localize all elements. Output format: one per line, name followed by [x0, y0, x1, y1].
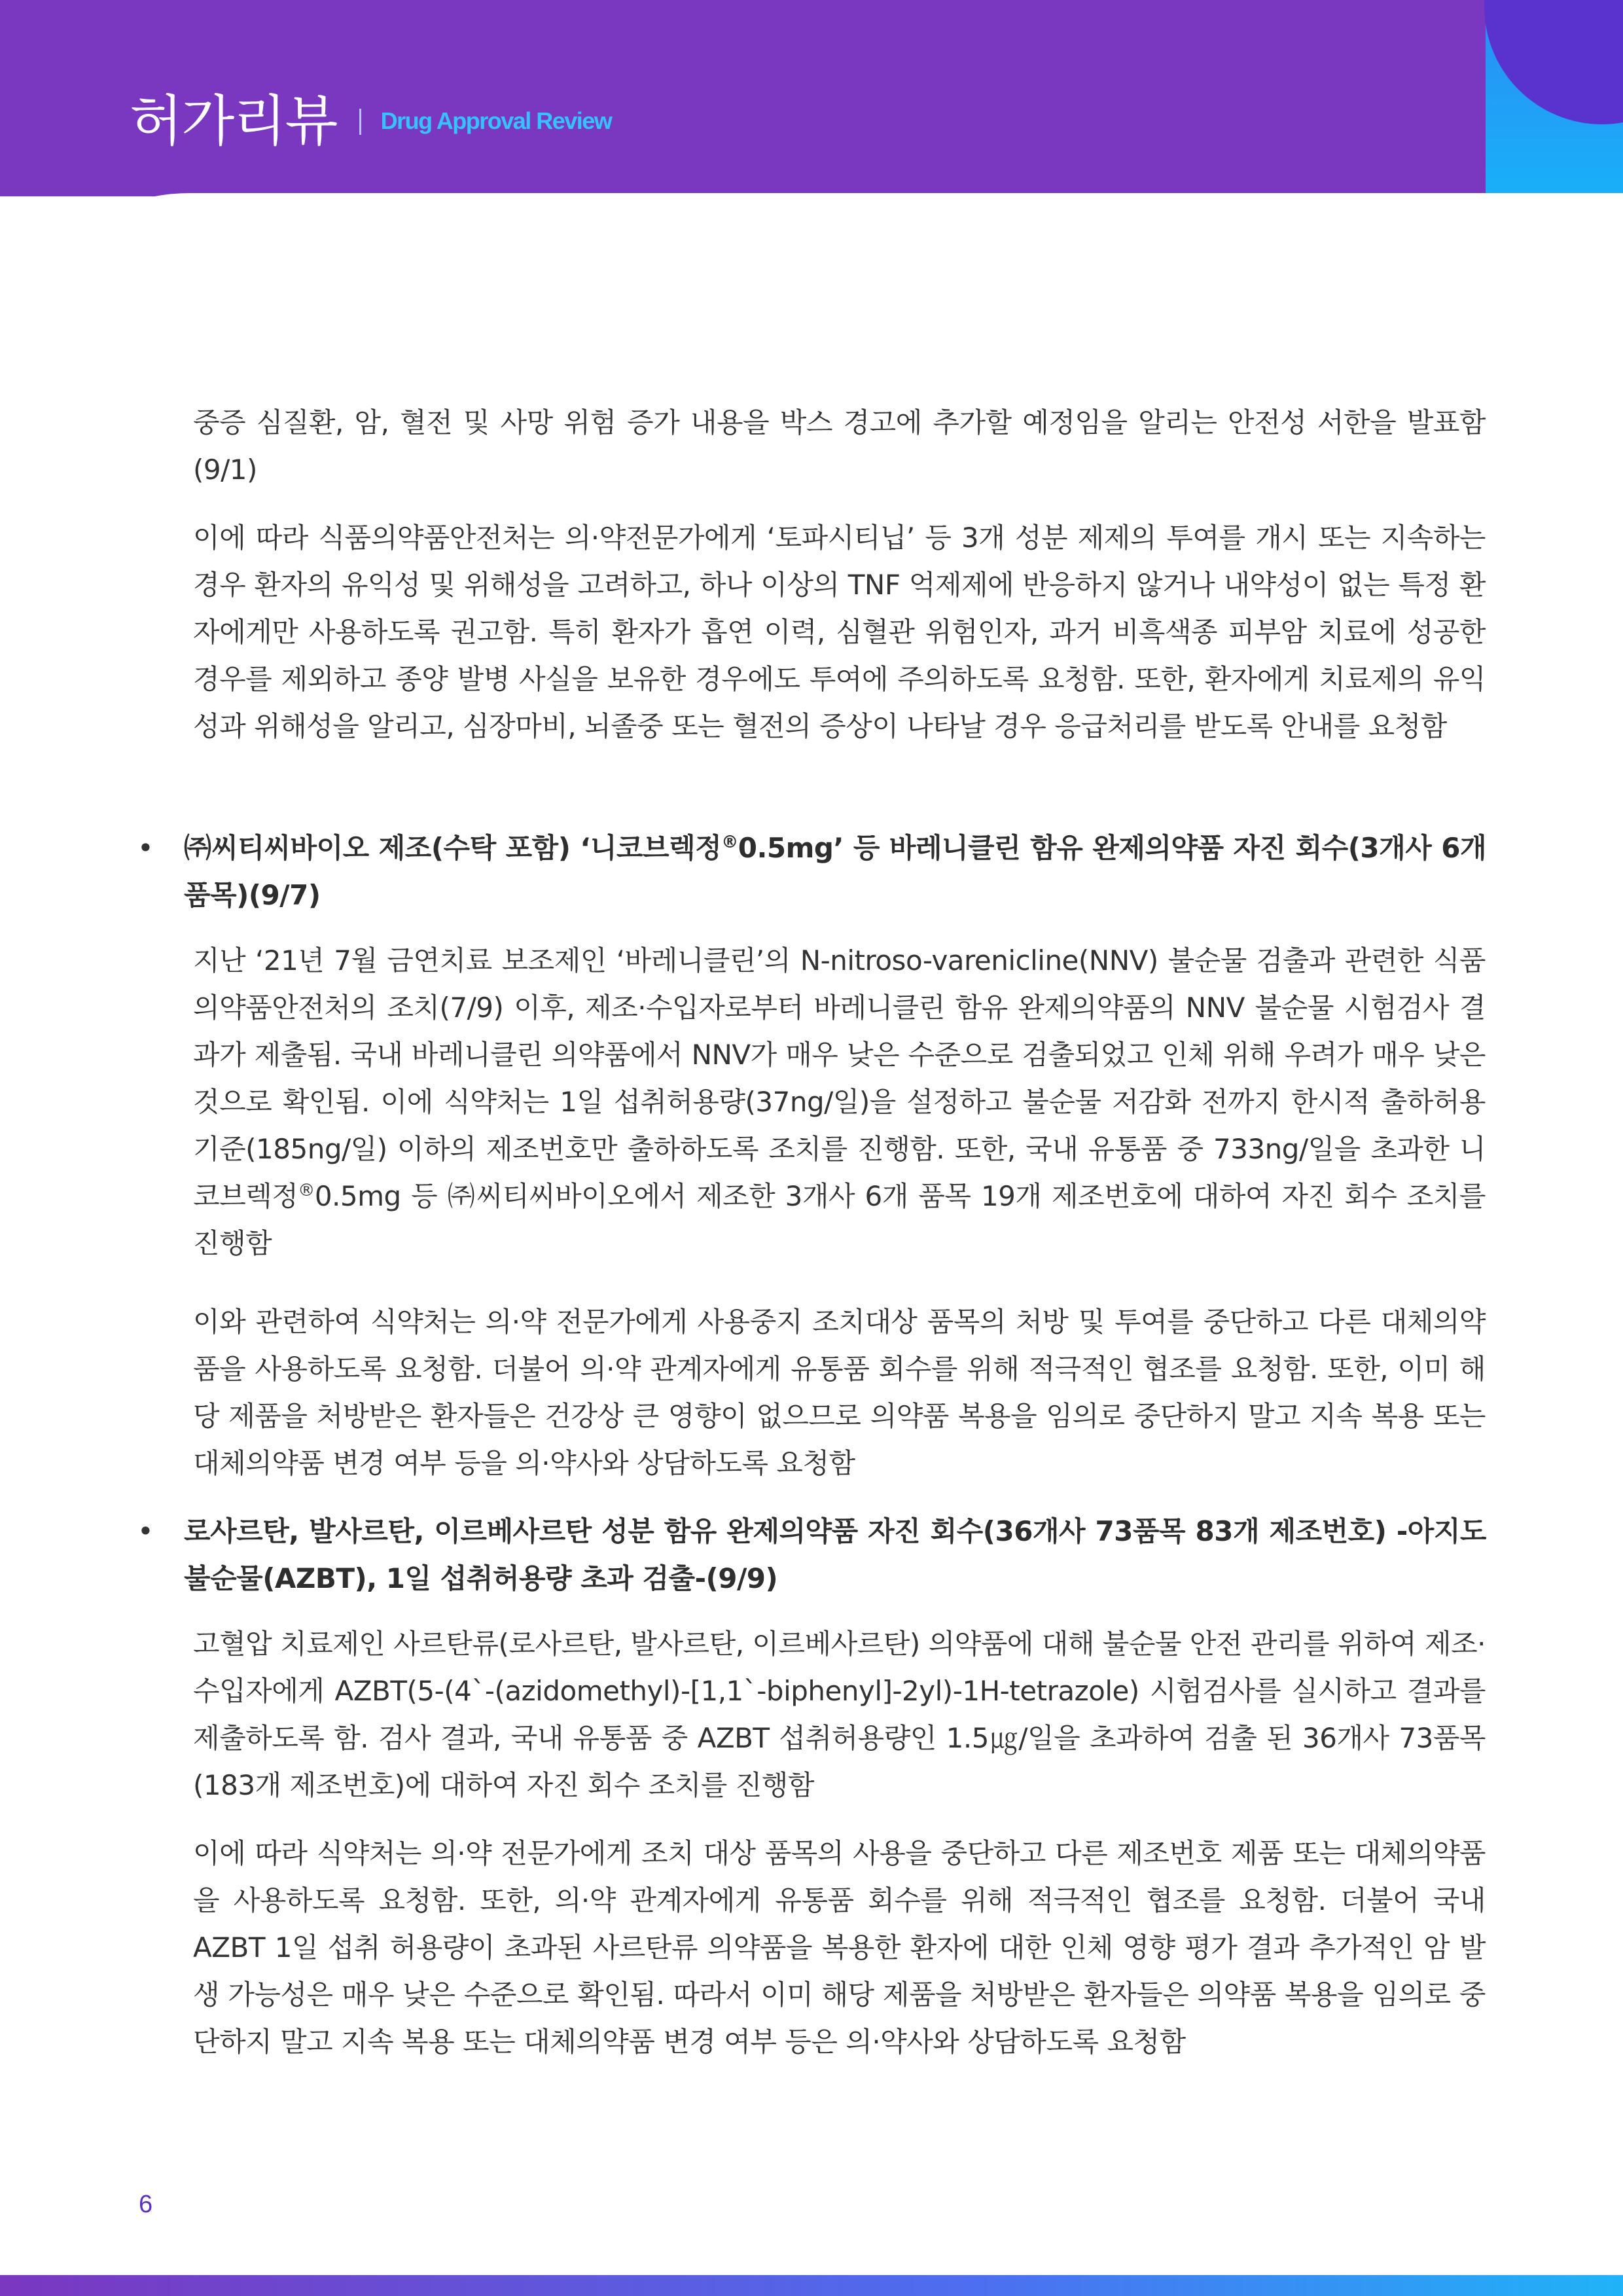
page-number: 6	[139, 2191, 153, 2218]
paragraph-6: 이에 따라 식약처는 의·약 전문가에게 조치 대상 품목의 사용을 중단하고 다른 제조번호 제품 또는 대체의약품을 사용하도록 요청함. 또한, 의·약 관계자에게 유통품 회수를 위해 적극적인 협조를 요청함. 더불어 국내 AZBT 1일 섭취 허용량이 초과된 사르탄류 의약품을 복용한 환자에 대한 인체 영향 평가 결과 추가적인 암 발생 가능성은 매우 낮은 수준으로 확인됨. 따라서 이미 해당 제품을 처방받은 환자들은 의약품 복용을 임의로 중단하지 말고 지속 복용 또는 대체의약품 변경 여부 등은 의·약사와 상담하도록 요청함	[193, 1837, 1486, 2058]
bullet-2: •	[137, 1515, 154, 1547]
paragraph-3: 지난 ‘21년 7월 금연치료 보조제인 ‘바레니클린’의 N-nitroso-varenicline(NNV) 불순물 검출과 관련한 식품의약품안전처의 조치(7/9) 이후, 제조·수입자로부터 바레니클린 함유 완제의약품의 NNV 불순물 시험검사 결과가 제출됨. 국내 바레니클린 의약품에서 NNV가 매우 낮은 수준으로 검출되었고 인체 위해 우려가 매우 낮은 것으로 확인됨. 이에 식약처는 1일 섭취허용량(37ng/일)을 설정하고 불순물 저감화 전까지 한시적 출하허용 기준(185ng/일) 이하의 제조번호만 출하하도록 조치를 진행함. 또한, 국내 유통품 중 733ng/일을 초과한 니코브렉정®0.5mg 등 ㈜씨티씨바이오에서 제조한 3개사 6개 품목 19개 제조번호에 대하여 자진 회수 조치를 진행함	[193, 944, 1486, 1259]
header-title	[130, 77, 611, 156]
bullet-1: •	[137, 832, 154, 864]
paragraph-5: 고혈압 치료제인 사르탄류(로사르탄, 발사르탄, 이르베사르탄) 의약품에 대해 불순물 안전 관리를 위하여 제조·수입자에게 AZBT(5-(4`-(azidomethyl)-[1,1`-biphenyl]-2yl)-1H-tetrazole) 시험검사를 실시하고 결과를 제출하도록 함. 검사 결과, 국내 유통품 중 AZBT 섭취허용량인 1.5㎍/일을 초과하여 검출 된 36개사 73품목(183개 제조번호)에 대하여 자진 회수 조치를 진행함	[193, 1628, 1486, 1801]
paragraph-2: 이에 따라 식품의약품안전처는 의·약전문가에게 ‘토파시티닙’ 등 3개 성분 제제의 투여를 개시 또는 지속하는 경우 환자의 유익성 및 위해성을 고려하고, 하나 이상의 TNF 억제제에 반응하지 않거나 내약성이 없는 특정 환자에게만 사용하도록 권고함. 특히 환자가 흡연 이력, 심혈관 위험인자, 과거 비흑색종 피부암 치료에 성공한 경우를 제외하고 종양 발병 사실을 보유한 경우에도 투여에 주의하도록 요청함. 또한, 환자에게 치료제의 유익성과 위해성을 알리고, 심장마비, 뇌졸중 또는 혈전의 증상이 나타날 경우 응급처리를 받도록 안내를 요청함	[193, 522, 1486, 742]
heading-varenicline-recall: ㈜씨티씨바이오 제조(수탁 포함) ‘니코브렉정®0.5mg’ 등 바레니클린 함유 완제의약품 자진 회수(3개사 6개 품목)(9/7)	[184, 832, 1487, 911]
heading-sartan-recall: 로사르탄, 발사르탄, 이르베사르탄 성분 함유 완제의약품 자진 회수(36개사 73품목 83개 제조번호) -아지도 불순물(AZBT), 1일 섭취허용량 초과 검출-(9/9)	[184, 1515, 1486, 1594]
section-title-korean: 허가리뷰	[130, 89, 337, 153]
section-title-english: Drug Approval Review	[380, 107, 612, 134]
title-separator	[359, 109, 361, 135]
paragraph-4: 이와 관련하여 식약처는 의·약 전문가에게 사용중지 조치대상 품목의 처방 및 투여를 중단하고 다른 대체의약품을 사용하도록 요청함. 더불어 의·약 관계자에게 유통품 회수를 위해 적극적인 협조를 요청함. 또한, 이미 해당 제품을 처방받은 환자들은 건강상 큰 영향이 없으므로 의약품 복용을 임의로 중단하지 말고 지속 복용 또는 대체의약품 변경 여부 등을 의·약사와 상담하도록 요청함	[193, 1306, 1486, 1479]
footer-bar	[0, 2275, 1623, 2296]
paragraph-1: 중증 심질환, 암, 혈전 및 사망 위험 증가 내용을 박스 경고에 추가할 예정임을 알리는 안전성 서한을 발표함(9/1)	[193, 406, 1486, 486]
